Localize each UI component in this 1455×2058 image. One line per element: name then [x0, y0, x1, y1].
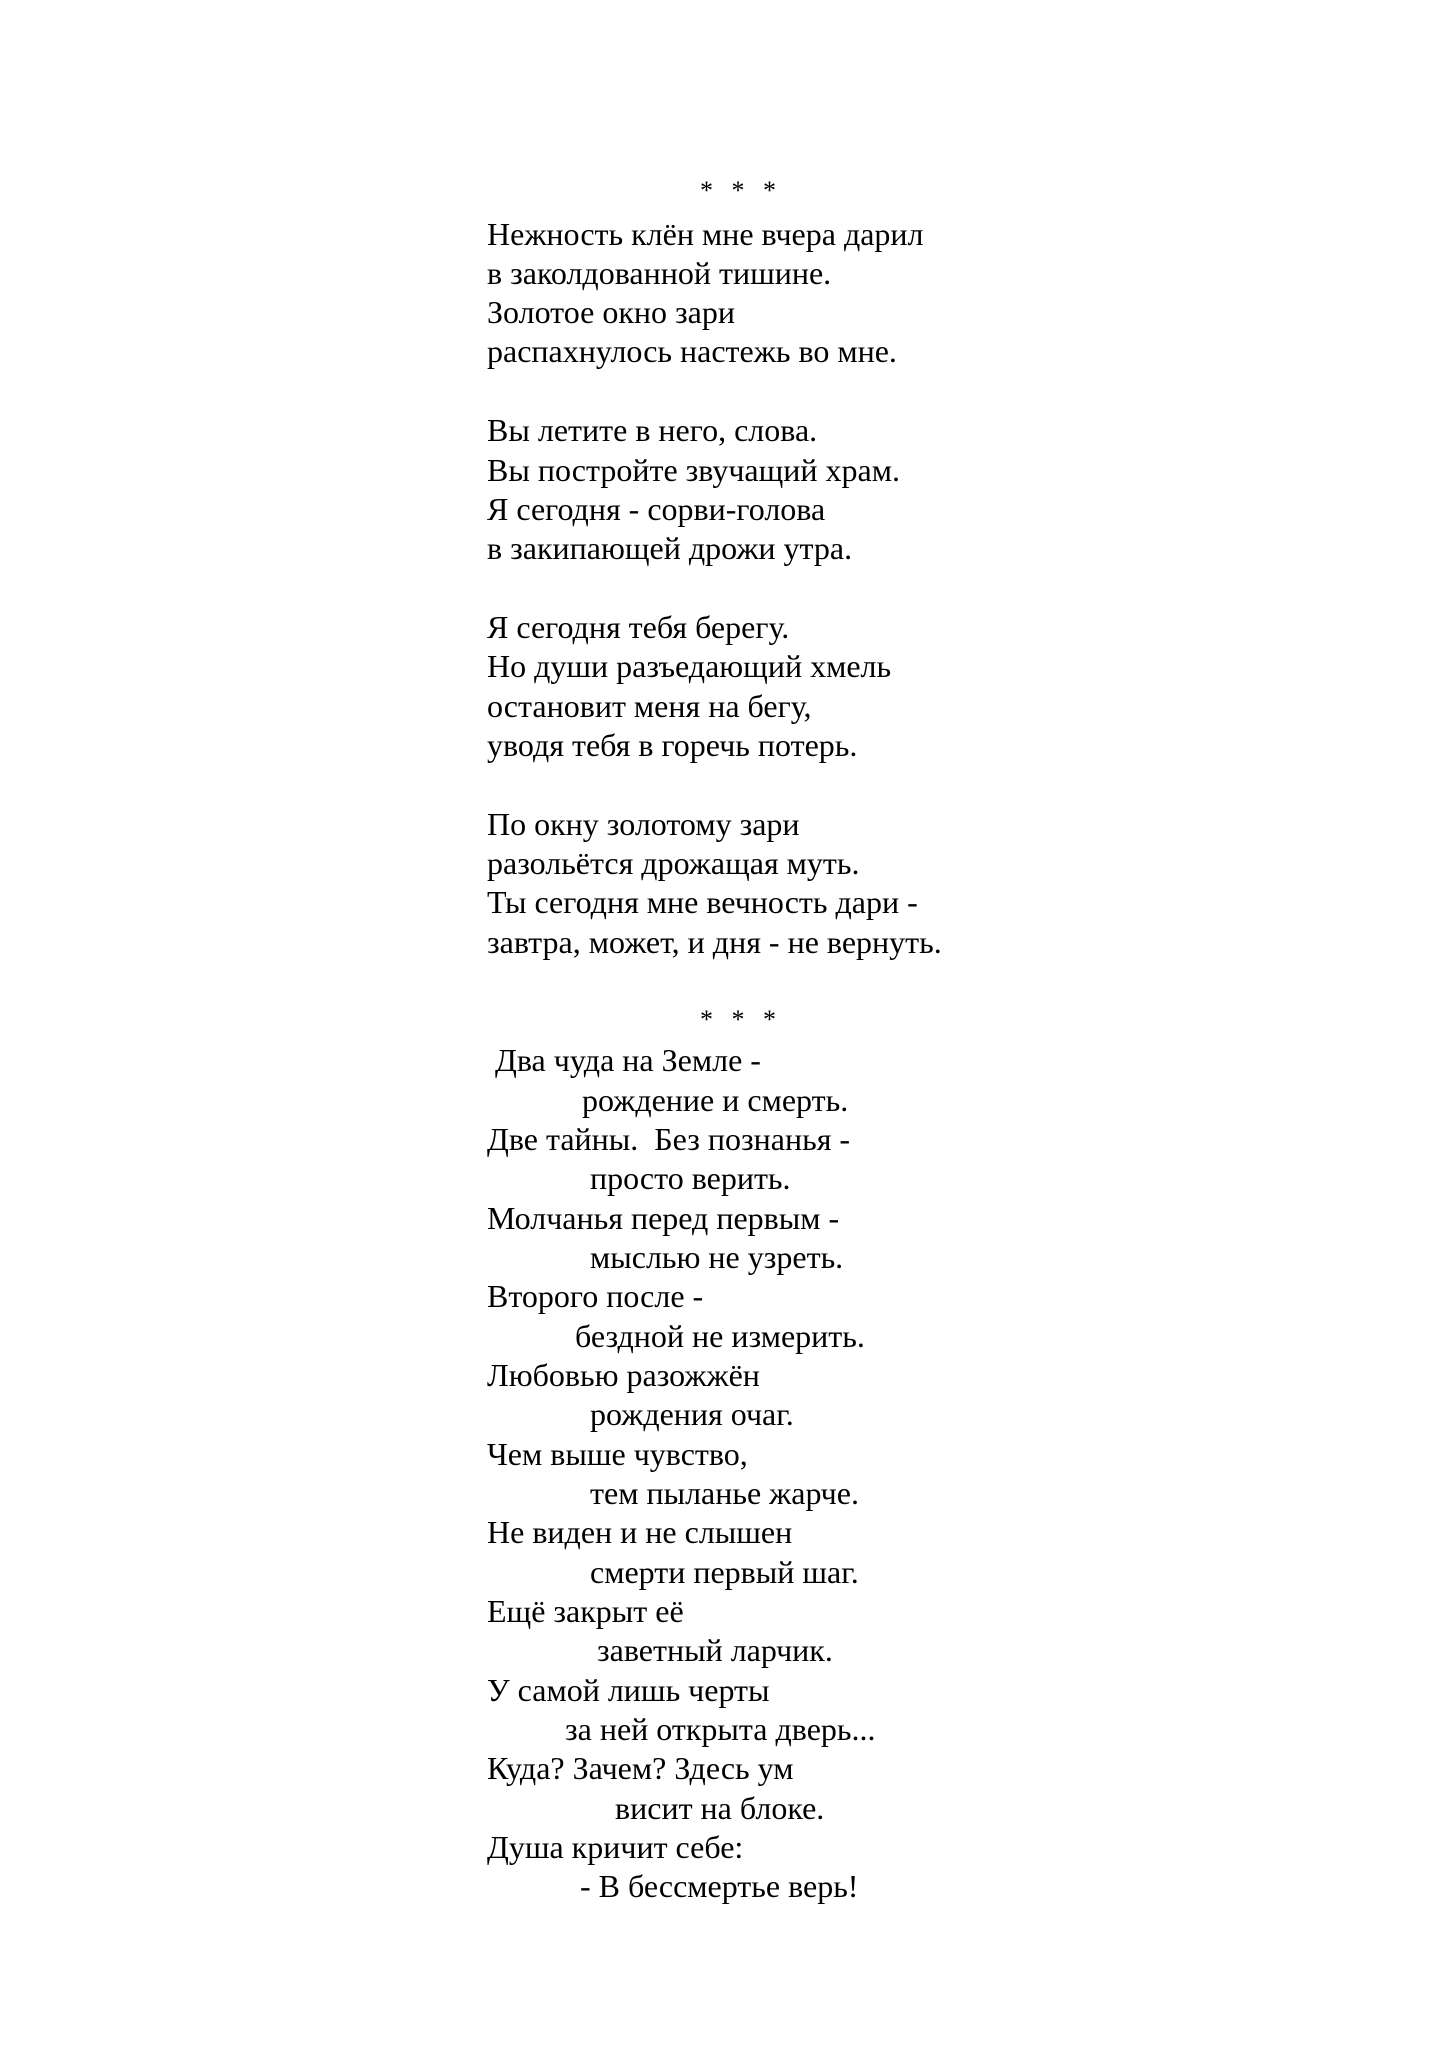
poem-line: Два чуда на Земле - [495, 1042, 761, 1078]
poem-line: в закипающей дрожи утра. [487, 530, 853, 566]
poem-line: висит на блоке. [615, 1790, 825, 1826]
poem-line: Второго после - [487, 1278, 704, 1314]
poem-line: мыслью не узреть. [590, 1239, 844, 1275]
poem-line: за ней открыта дверь... [565, 1711, 876, 1747]
poem-line: уводя тебя в горечь потерь. [487, 727, 858, 763]
poem-line: заветный ларчик. [597, 1632, 833, 1668]
poem-line: остановит меня на бегу, [487, 688, 812, 724]
poem-line: - В бессмертье верь! [580, 1868, 859, 1904]
poem-line: По окну золотому зари [487, 806, 800, 842]
poem-line: Куда? Зачем? Здесь ум [487, 1750, 794, 1786]
poem1-separator: * * * [700, 176, 782, 205]
poem-line: Молчанья перед первым - [487, 1200, 840, 1236]
poem-line: в заколдованной тишине. [487, 255, 832, 291]
poem-line: Я сегодня - сорви-голова [487, 491, 826, 527]
poem-line: Вы постройте звучащий храм. [487, 452, 900, 488]
poem-line: Ты сегодня мне вечность дари - [487, 884, 918, 920]
poem-line: смерти первый шаг. [590, 1554, 859, 1590]
poem-line: бездной не измерить. [575, 1318, 865, 1354]
poem-line: Ещё закрыт её [487, 1593, 684, 1629]
poem-line: Любовью разожжён [487, 1357, 760, 1393]
poem-line: завтра, может, и дня - не вернуть. [487, 924, 942, 960]
poem-line: Душа кричит себе: [487, 1829, 744, 1865]
poem-line: У самой лишь черты [487, 1672, 770, 1708]
poem2-separator: * * * [700, 1005, 782, 1034]
poem-line: разольётся дрожащая муть. [487, 845, 860, 881]
poem-line: рождения очаг. [590, 1396, 794, 1432]
poem-line: Я сегодня тебя берегу. [487, 609, 790, 645]
poem-line: просто верить. [590, 1160, 791, 1196]
poem-line: Нежность клён мне вчера дарил [487, 216, 924, 252]
poem-line: рождение и смерть. [582, 1082, 849, 1118]
poem-line: Не виден и не слышен [487, 1514, 793, 1550]
poem-line: Золотое окно зари [487, 294, 735, 330]
poem-line: распахнулось настежь во мне. [487, 333, 897, 369]
poem-line: Вы летите в него, слова. [487, 412, 818, 448]
poem-line: Чем выше чувство, [487, 1436, 748, 1472]
poem-line: тем пыланье жарче. [590, 1475, 859, 1511]
poem-line: Две тайны. Без познанья - [487, 1121, 851, 1157]
poem-line: Но души разъедающий хмель [487, 648, 892, 684]
